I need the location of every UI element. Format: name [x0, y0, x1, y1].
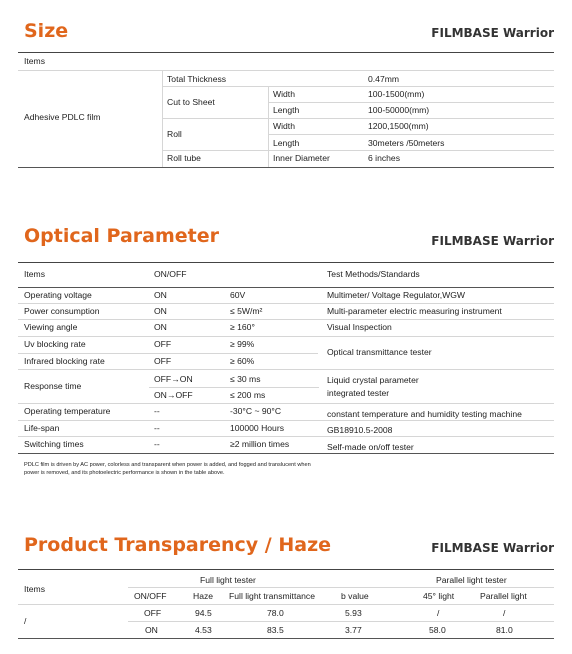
transparency-col-state: ON/OFF [134, 591, 167, 601]
size-roll: Roll [167, 129, 182, 139]
size-sub: Width [273, 121, 295, 131]
optical-value: ≥ 60% [230, 356, 255, 366]
size-value: 30meters /50meters [368, 138, 445, 148]
row-line [128, 587, 554, 588]
row-line [18, 336, 554, 337]
transparency-cell: 83.5 [267, 625, 284, 635]
size-value: 100-50000(mm) [368, 105, 430, 115]
transparency-col-parallel-light: Parallel light [480, 591, 527, 601]
transparency-cell: OFF [144, 608, 162, 618]
optical-value: ≥ 99% [230, 339, 255, 349]
size-items-label: Items [24, 56, 46, 66]
optical-item: Response time [24, 381, 82, 391]
row-line [18, 638, 554, 639]
optical-item: Operating temperature [24, 406, 111, 416]
optical-state: OFF [154, 339, 172, 349]
transparency-cell: 5.93 [345, 608, 362, 618]
optical-value: ≥ 160° [230, 322, 255, 332]
transparency-cell: 4.53 [195, 625, 212, 635]
row-line [18, 369, 554, 370]
optical-method: Optical transmittance tester [327, 347, 432, 357]
transparency-title: Product Transparency / Haze [24, 534, 332, 556]
size-total-thickness: Total Thickness [167, 74, 227, 84]
optical-item: Life-span [24, 423, 60, 433]
divider [18, 52, 554, 53]
transparency-cell: / [503, 608, 506, 618]
transparency-cell: 78.0 [267, 608, 284, 618]
size-sub: Inner Diameter [273, 153, 330, 163]
optical-item: Operating voltage [24, 290, 92, 300]
size-sub: Length [273, 105, 300, 115]
optical-item: Viewing angle [24, 322, 78, 332]
optical-header-state: ON/OFF [154, 269, 187, 279]
optical-method: constant temperature and humidity testing machine [327, 409, 522, 419]
transparency-cell: 58.0 [429, 625, 446, 635]
optical-method: integrated tester [327, 388, 390, 398]
optical-value: ≤ 30 ms [230, 374, 261, 384]
optical-note-line-1: PDLC film is driven by AC power, colorless and transparent when power is added, and fogged and translucent when [24, 462, 311, 468]
optical-state: -- [154, 439, 160, 449]
size-title: Size [24, 20, 69, 42]
size-value: 0.47mm [368, 74, 400, 84]
row-line [18, 604, 554, 605]
optical-header-method: Test Methods/Standards [327, 269, 420, 279]
optical-state: -- [154, 406, 160, 416]
transparency-col-b-value: b value [341, 591, 369, 601]
row-line [162, 150, 554, 151]
brand-label: FILMBASE Warrior [431, 234, 554, 248]
optical-state: ON→OFF [154, 390, 193, 400]
optical-value: ≤ 5W/m² [230, 306, 263, 316]
transparency-col-haze: Haze [193, 591, 214, 601]
size-group-label: Adhesive PDLC film [24, 112, 101, 122]
row-line [18, 70, 554, 71]
optical-state: OFF [154, 356, 172, 366]
row-line [162, 86, 554, 87]
divider [18, 262, 554, 263]
optical-method: Visual Inspection [327, 322, 392, 332]
size-cut-to-sheet: Cut to Sheet [167, 97, 215, 107]
row-line [18, 303, 554, 304]
optical-item: Uv blocking rate [24, 339, 86, 349]
row-line [18, 319, 554, 320]
transparency-cell: / [437, 608, 440, 618]
transparency-group-parallel: Parallel light tester [436, 575, 507, 585]
optical-item: Infrared blocking rate [24, 356, 105, 366]
size-value: 100-1500(mm) [368, 89, 425, 99]
transparency-group-full: Full light tester [200, 575, 256, 585]
transparency-cell: 3.77 [345, 625, 362, 635]
row-line [268, 134, 554, 135]
row-line [18, 420, 554, 421]
optical-state: -- [154, 423, 160, 433]
optical-method: Self-made on/off tester [327, 442, 414, 452]
divider [18, 569, 554, 570]
row-line [18, 403, 554, 404]
row-line [268, 102, 554, 103]
transparency-col-45-light: 45° light [423, 591, 455, 601]
optical-title: Optical Parameter [24, 225, 220, 247]
optical-value: -30°C ~ 90°C [230, 406, 282, 416]
transparency-items-label: Items [24, 584, 46, 594]
optical-state: OFF→ON [154, 374, 193, 384]
optical-method: Liquid crystal parameter [327, 375, 419, 385]
optical-header-items: Items [24, 269, 46, 279]
size-sub: Width [273, 89, 295, 99]
transparency-item-value: / [24, 616, 27, 626]
optical-value: ≥2 million times [230, 439, 290, 449]
size-roll-tube: Roll tube [167, 153, 201, 163]
optical-value: 60V [230, 290, 246, 300]
optical-state: ON [154, 322, 167, 332]
row-line [18, 287, 554, 288]
row-line [149, 387, 319, 388]
size-value: 6 inches [368, 153, 401, 163]
size-value: 1200,1500(mm) [368, 121, 429, 131]
optical-state: ON [154, 290, 167, 300]
row-line [18, 353, 318, 354]
optical-item: Switching times [24, 439, 84, 449]
transparency-cell: 94.5 [195, 608, 212, 618]
optical-item: Power consumption [24, 306, 100, 316]
row-line [162, 118, 554, 119]
transparency-col-full-transmittance: Full light transmittance [229, 591, 315, 601]
optical-value: ≤ 200 ms [230, 390, 266, 400]
optical-method: Multimeter/ Voltage Regulator,WGW [327, 290, 466, 300]
optical-note-line-2: power is removed, and its photoelectric performance is shown in the table above. [24, 470, 225, 476]
optical-value: 100000 Hours [230, 423, 284, 433]
row-line [18, 453, 554, 454]
brand-label: FILMBASE Warrior [431, 26, 554, 40]
size-sub: Length [273, 138, 300, 148]
optical-method: Multi-parameter electric measuring instrument [327, 306, 502, 316]
transparency-cell: ON [145, 625, 158, 635]
row-line [128, 621, 554, 622]
optical-state: ON [154, 306, 167, 316]
row-line [18, 167, 554, 168]
transparency-cell: 81.0 [496, 625, 513, 635]
row-line [18, 436, 554, 437]
optical-method: GB18910.5-2008 [327, 425, 393, 435]
col-line [268, 87, 269, 167]
brand-label: FILMBASE Warrior [431, 541, 554, 555]
